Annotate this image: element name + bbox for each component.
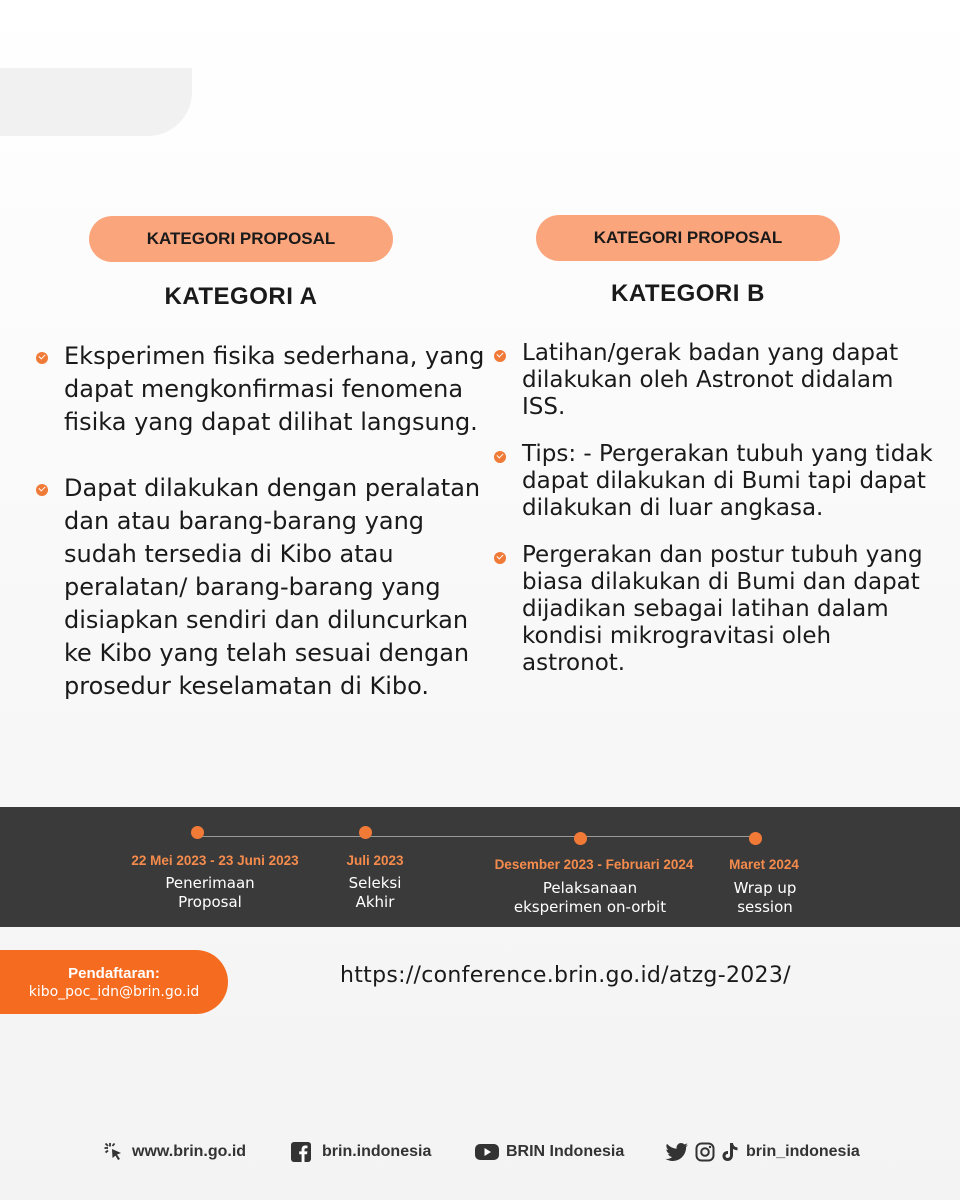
timeline-dot bbox=[191, 826, 204, 839]
timeline-date: Juli 2023 bbox=[346, 853, 404, 868]
footer-youtube[interactable] bbox=[475, 1138, 624, 1166]
facebook-text: brin.indonesia bbox=[322, 1143, 432, 1160]
category-b-list bbox=[494, 340, 934, 697]
timeline-band bbox=[0, 807, 960, 927]
decorative-corner-shape bbox=[0, 68, 192, 136]
category-a-list bbox=[36, 340, 486, 703]
bullet-text: Latihan/gerak badan yang dapat dilakukan oleh Astronot didalam ISS. bbox=[522, 340, 899, 420]
timeline-label: Pelaksanaan eksperimen on-orbit bbox=[513, 879, 667, 916]
cursor-click-icon bbox=[103, 1141, 125, 1163]
timeline-label: Wrap up session bbox=[733, 879, 797, 916]
twitter-icon bbox=[665, 1142, 689, 1162]
website-text: www.brin.go.id bbox=[132, 1143, 247, 1160]
timeline-dot bbox=[359, 826, 372, 839]
list-item bbox=[494, 441, 934, 522]
timeline-dot bbox=[749, 832, 762, 845]
bullet-text: Dapat dilakukan dengan peralatan dan atau barang-barang yang sudah tersedia di Kibo atau peralatan/ barang-barang yang disiapkan sendiri dan diluncurkan ke Kibo yang telah sesuai dengan prosedur keselamatan di Kibo. bbox=[64, 474, 481, 700]
list-item bbox=[494, 542, 934, 677]
timeline-dot bbox=[574, 832, 587, 845]
list-item bbox=[494, 340, 934, 421]
tiktok-icon bbox=[721, 1142, 739, 1162]
youtube-icon bbox=[475, 1143, 499, 1161]
footer bbox=[0, 1138, 960, 1166]
bullet-text: Tips: - Pergerakan tubuh yang tidak dapat dilakukan di Bumi tapi dapat dilakukan di luar angkasa. bbox=[522, 441, 933, 521]
registration-title: Pendaftaran: bbox=[68, 964, 160, 982]
instagram-icon bbox=[695, 1142, 715, 1162]
category-b-badge: KATEGORI PROPOSAL bbox=[536, 215, 840, 261]
timeline-line bbox=[197, 836, 757, 837]
facebook-icon bbox=[291, 1142, 311, 1162]
category-a-badge: KATEGORI PROPOSAL bbox=[89, 216, 393, 262]
footer-facebook[interactable] bbox=[291, 1138, 431, 1166]
registration-box bbox=[0, 950, 228, 1014]
footer-social[interactable] bbox=[665, 1138, 860, 1166]
youtube-text: BRIN Indonesia bbox=[506, 1143, 625, 1160]
check-circle-icon bbox=[494, 350, 506, 362]
registration-email-link[interactable]: kibo_poc_idn@brin.go.id bbox=[28, 983, 200, 1000]
registration-url-link[interactable]: https://conference.brin.go.id/atzg-2023/ bbox=[340, 963, 791, 988]
check-circle-icon bbox=[36, 352, 48, 364]
check-circle-icon bbox=[36, 484, 48, 496]
check-circle-icon bbox=[494, 451, 506, 463]
category-a-title: KATEGORI A bbox=[164, 283, 318, 310]
list-item bbox=[36, 340, 486, 439]
timeline-label: Seleksi Akhir bbox=[348, 874, 402, 911]
timeline-label: Penerimaan Proposal bbox=[165, 874, 255, 911]
social-handle-text: brin_indonesia bbox=[746, 1143, 860, 1160]
footer-website[interactable] bbox=[103, 1138, 246, 1166]
timeline-date: 22 Mei 2023 - 23 Juni 2023 bbox=[131, 853, 299, 868]
category-b-title: KATEGORI B bbox=[611, 280, 765, 307]
timeline-date: Desember 2023 - Februari 2024 bbox=[494, 857, 694, 872]
check-circle-icon bbox=[494, 552, 506, 564]
timeline-date: Maret 2024 bbox=[729, 857, 799, 872]
list-item bbox=[36, 472, 486, 703]
bullet-text: Eksperimen fisika sederhana, yang dapat mengkonfirmasi fenomena fisika yang dapat dilihat langsung. bbox=[64, 342, 485, 436]
bullet-text: Pergerakan dan postur tubuh yang biasa dilakukan di Bumi dan dapat dijadikan sebagai latihan dalam kondisi mikrogravitasi oleh astronot. bbox=[522, 542, 923, 676]
